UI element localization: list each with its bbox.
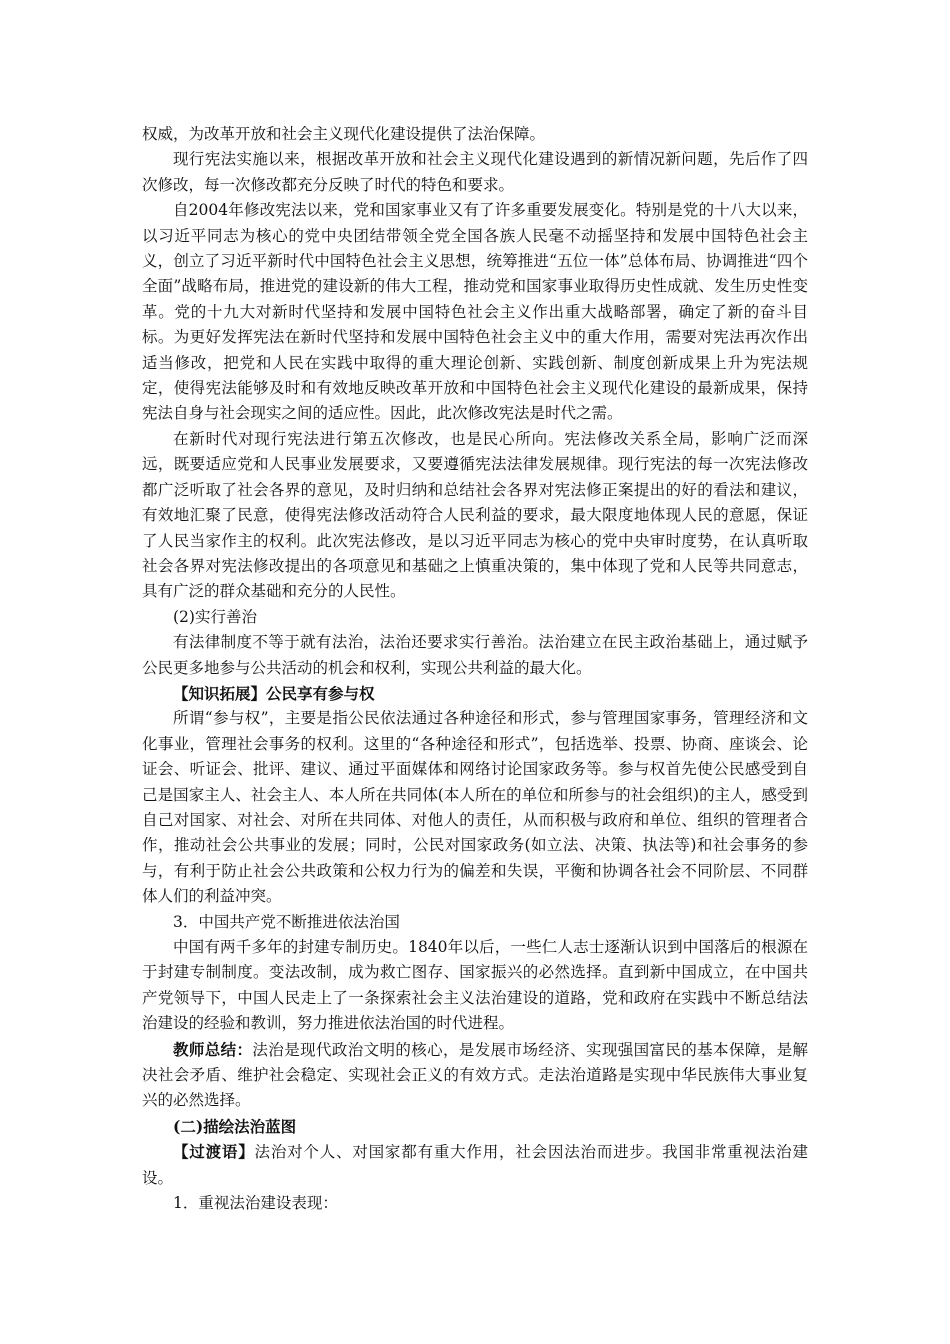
- teacher-summary-text: 法治是现代政治文明的核心，是发展市场经济、实现强国富民的基本保障，是解决社会矛盾、维护社会稳定、实现社会正义的有效方式。走法治道路是实现中华民族伟大事业复兴的必然选择。: [142, 1040, 808, 1110]
- subheading: (2)实行善治: [173, 607, 257, 626]
- paragraph: 有法律制度不等于就有法治，法治还要求实行善治。法治建立在民主政治基础上，通过赋予公民更多地参与公共活动的机会和权利，实现公共利益的最大化。: [142, 633, 808, 677]
- transition-label: 【过渡语】: [173, 1142, 255, 1162]
- transition: [142, 1139, 808, 1191]
- paragraph: 自2004年修改宪法以来，党和国家事业又有了许多重要发展变化。特别是党的十八大以来，以习近平同志为核心的党中央团结带领全党全国各族人民毫不动摇坚持和发展中国特色社会主义，创立了习近平新时代中国特色社会主义思想，统筹推进“五位一体”总体布局、协调推进“四个全面”战略布局，推进党的建设新的伟大工程，推动党和国家事业取得历史性成就、发生历史性变革。党的十九大对新时代坚持和发展中国特色社会主义作出重大战略部署，确定了新的奋斗目标。为更好发挥宪法在新时代坚持和发展中国特色社会主义中的重大作用，需要对宪法再次作出适当修改，把党和人民在实践中取得的重大理论创新、实践创新、制度创新成果上升为宪法规定，使得宪法能够及时和有效地反映改革开放和中国特色社会主义现代化建设的最新成果，保持宪法自身与社会现实之间的适应性。因此，此次修改宪法是时代之需。: [142, 201, 808, 423]
- knowledge-extension-heading: 【知识拓展】公民享有参与权: [173, 683, 375, 703]
- transition-text: 法治对个人、对国家都有重大作用，社会因法治而进步。我国非常重视法治建设。: [142, 1143, 808, 1187]
- section-heading: (二)描绘法治蓝图: [173, 1116, 297, 1136]
- document-page: [142, 122, 808, 1216]
- paragraph: 现行宪法实施以来，根据改革开放和社会主义现代化建设遇到的新情况新问题，先后作了四次修改，每一次修改都充分反映了时代的特色和要求。: [142, 150, 808, 194]
- subheading: 3．中国共产党不断推进依法治国: [173, 912, 400, 931]
- paragraph: 在新时代对现行宪法进行第五次修改，也是民心所向。宪法修改关系全局，影响广泛而深远，既要适应党和人民事业发展要求，又要遵循宪法法律发展规律。现行宪法的每一次宪法修改都广泛听取了社会各界的意见，及时归纳和总结社会各界对宪法修正案提出的好的看法和建议，有效地汇聚了民意，使得宪法修改活动符合人民利益的要求，最大限度地体现人民的意愿，保证了人民当家作主的权利。此次宪法修改，是以习近平同志为核心的党中央审时度势，在认真听取社会各界对宪法修改提出的各项意见和基础之上慎重决策的，集中体现了党和人民等共同意志，具有广泛的群众基础和充分的人民性。: [142, 429, 808, 601]
- paragraph: 权威，为改革开放和社会主义现代化建设提供了法治保障。: [142, 125, 546, 143]
- teacher-summary-label: 教师总结：: [173, 1039, 253, 1059]
- paragraph: 所谓“参与权”，主要是指公民依法通过各种途径和形式，参与管理国家事务，管理经济和文化事业，管理社会事务的权利。这里的“各种途径和形式”，包括选举、投票、协商、座谈会、论证会、听证会、批评、建议、通过平面媒体和网络讨论国家政务等。参与权首先使公民感受到自己是国家主人、社会主人、本人所在共同体(本人所在的单位和所参与的社会组织)的主人，感受到自己对国家、对社会、对所在共同体、对他人的责任，从而积极与政府和单位、组织的管理者合作，推动社会公共事业的发展；同时，公民对国家政务(如立法、决策、执法等)和社会事务的参与，有利于防止社会公共政策和公权力行为的偏差和失误，平衡和协调各社会不同阶层、不同群体人们的利益冲突。: [142, 709, 808, 906]
- teacher-summary: [142, 1037, 808, 1114]
- subheading: 1．重视法治建设表现：: [173, 1194, 338, 1213]
- paragraph: 中国有两千多年的封建专制历史。1840年以后，一些仁人志士逐渐认识到中国落后的根源在于封建专制制度。变法改制，成为救亡图存、国家振兴的必然选择。直到新中国成立，在中国共产党领导下，中国人民走上了一条探索社会主义法治建设的道路，党和政府在实践中不断总结法治建设的经验和教训，努力推进依法治国的时代进程。: [142, 938, 808, 1033]
